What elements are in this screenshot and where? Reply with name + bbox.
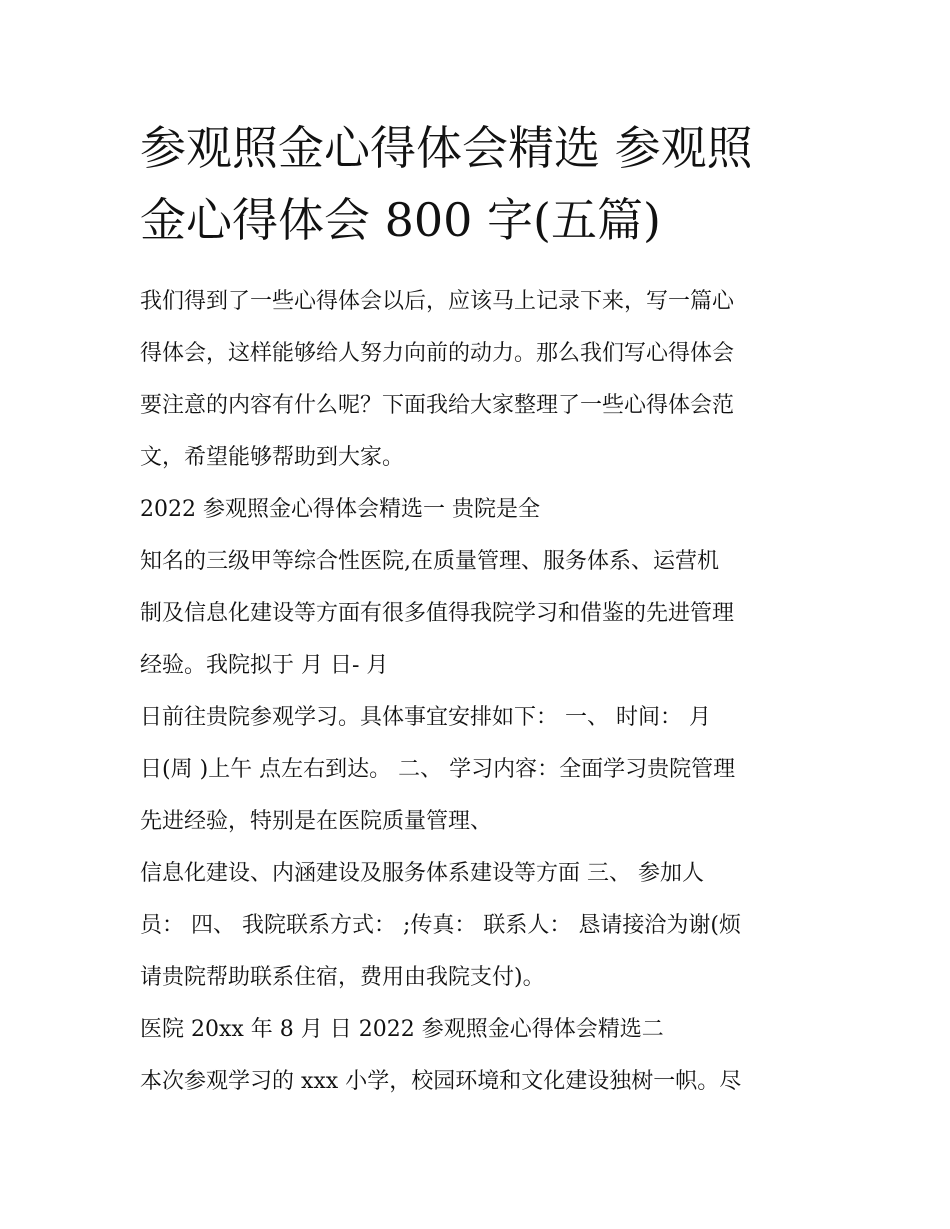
title-line-1: 参观照金心得体会精选 参观照 <box>140 121 753 175</box>
body-line: 信息化建设、内涵建设及服务体系建设等方面 三、 参加人 <box>140 861 704 886</box>
body-line: 得体会，这样能够给人努力向前的动力。那么我们写心得体会 <box>140 341 735 366</box>
document-body <box>140 276 830 1108</box>
body-line: 文，希望能够帮助到大家。 <box>140 445 405 470</box>
body-line: 要注意的内容有什么呢？下面我给大家整理了一些心得体会范 <box>140 393 735 418</box>
body-line: 制及信息化建设等方面有很多值得我院学习和借鉴的先进管理 <box>140 601 735 626</box>
body-line: 员： 四、 我院联系方式： ;传真： 联系人： 恳请接洽为谢(烦 <box>140 913 741 938</box>
body-line: 本次参观学习的 xxx 小学，校园环境和文化建设独树一帜。尽 <box>140 1069 742 1094</box>
document-title <box>140 112 820 256</box>
body-line: 日(周 )上午 点左右到达。 二、 学习内容：全面学习贵院管理 <box>140 757 736 782</box>
body-line: 知名的三级甲等综合性医院,在质量管理、服务体系、运营机 <box>140 549 719 574</box>
body-line: 请贵院帮助联系住宿，费用由我院支付)。 <box>140 965 545 990</box>
body-line: 日前往贵院参观学习。具体事宜安排如下： 一、 时间： 月 <box>140 705 711 730</box>
body-line: 经验。我院拟于 月 日- 月 <box>140 653 389 678</box>
body-line: 先进经验，特别是在医院质量管理、 <box>140 809 493 834</box>
title-line-2: 金心得体会 800 字(五篇) <box>140 193 661 247</box>
body-line: 我们得到了一些心得体会以后，应该马上记录下来，写一篇心 <box>140 289 735 314</box>
section-heading-line: 2022 参观照金心得体会精选一 贵院是全 <box>140 497 540 522</box>
section-heading-line: 医院 20xx 年 8 月 日 2022 参观照金心得体会精选二 <box>140 1017 664 1042</box>
